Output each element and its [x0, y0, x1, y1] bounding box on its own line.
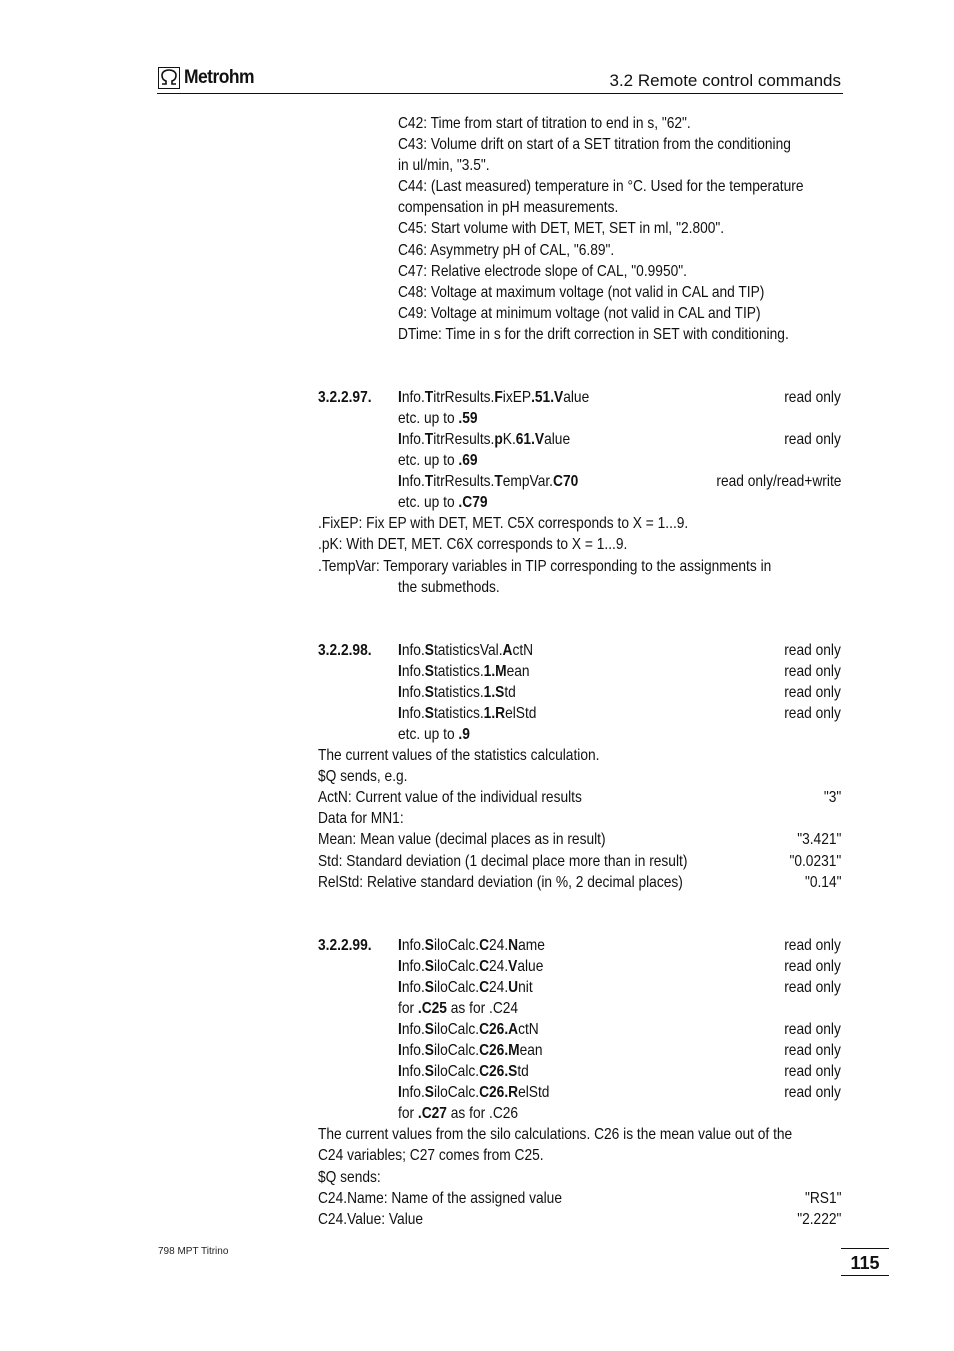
header-rule	[157, 93, 843, 94]
section-number: 3.2.2.98.	[318, 642, 372, 659]
metrohm-logo	[158, 66, 260, 90]
access-mode: read only	[784, 663, 841, 680]
description-line: Data for MN1:	[318, 810, 404, 827]
access-mode: read only/read+write	[715, 473, 841, 490]
value-label: RelStd: Relative standard deviation (in %, 2 decimal places)	[318, 874, 683, 891]
description-line: the submethods.	[398, 579, 500, 596]
command-line: Info.TitrResults.pK.61.Value	[398, 431, 571, 448]
command-line: Info.Statistics.1.RelStd	[398, 705, 537, 722]
access-mode: read only	[784, 1042, 841, 1059]
value-label: Std: Standard deviation (1 decimal place more than in result)	[318, 853, 688, 870]
etc-line: etc. up to .9	[398, 726, 470, 743]
page-number: 115	[850, 1253, 880, 1273]
description-line: .TempVar: Temporary variables in TIP corresponding to the assignments in	[318, 558, 772, 575]
value-example: "0.14"	[804, 874, 841, 891]
page-number-rule	[841, 1248, 889, 1249]
command-line: Info.SiloCalc.C24.Value	[398, 958, 544, 975]
command-line: Info.SiloCalc.C26.RelStd	[398, 1084, 550, 1101]
command-line: Info.TitrResults.FixEP.51.Value	[398, 389, 590, 406]
access-mode: read only	[784, 937, 841, 954]
page-number-underline	[841, 1275, 889, 1276]
intro-line: C42: Time from start of titration to end in s, "62".	[398, 115, 691, 132]
intro-line: C47: Relative electrode slope of CAL, "0.9950".	[398, 263, 687, 280]
value-label: C24.Name: Name of the assigned value	[318, 1190, 562, 1207]
intro-line: C45: Start volume with DET, MET, SET in ml, "2.800".	[398, 220, 725, 237]
command-line: Info.SiloCalc.C24.Name	[398, 937, 545, 954]
access-mode: read only	[784, 1021, 841, 1038]
access-mode: read only	[784, 958, 841, 975]
access-mode: read only	[784, 431, 841, 448]
command-line: Info.Statistics.1.Std	[398, 684, 516, 701]
intro-line: C44: (Last measured) temperature in °C. Used for the temperature	[398, 178, 804, 195]
access-mode: read only	[784, 1084, 841, 1101]
description-line: The current values from the silo calculations. C26 is the mean value out of the	[318, 1126, 793, 1143]
for-line: for .C25 as for .C24	[398, 1000, 519, 1017]
access-mode: read only	[784, 979, 841, 996]
intro-line: compensation in pH measurements.	[398, 199, 619, 216]
intro-line: C48: Voltage at maximum voltage (not valid in CAL and TIP)	[398, 284, 765, 301]
description-line: .pK: With DET, MET. C6X corresponds to X = 1...9.	[318, 536, 628, 553]
description-line: C24 variables; C27 comes from C25.	[318, 1147, 544, 1164]
description-line: The current values of the statistics calculation.	[318, 747, 600, 764]
value-label: C24.Value: Value	[318, 1211, 424, 1228]
value-example: "2.222"	[796, 1211, 841, 1228]
footer-model: 798 MPT Titrino	[158, 1246, 229, 1257]
value-example: "RS1"	[804, 1190, 841, 1207]
access-mode: read only	[784, 1063, 841, 1080]
command-line: Info.SiloCalc.C26.Std	[398, 1063, 529, 1080]
access-mode: read only	[784, 642, 841, 659]
command-line: Info.StatisticsVal.ActN	[398, 642, 534, 659]
command-line: Info.TitrResults.TempVar.C70	[398, 473, 579, 490]
value-label: Mean: Mean value (decimal places as in result)	[318, 831, 606, 848]
command-line: Info.Statistics.1.Mean	[398, 663, 530, 680]
description-line: .FixEP: Fix EP with DET, MET. C5X corresponds to X = 1...9.	[318, 515, 689, 532]
intro-line: C43: Volume drift on start of a SET titration from the conditioning	[398, 136, 791, 153]
value-example: "3.421"	[796, 831, 841, 848]
etc-line: etc. up to .59	[398, 410, 478, 427]
value-example: "3"	[823, 789, 841, 806]
section-number: 3.2.2.97.	[318, 389, 372, 406]
access-mode: read only	[784, 684, 841, 701]
description-line: $Q sends:	[318, 1169, 381, 1186]
logo-wordmark: Metrohm	[184, 67, 254, 88]
intro-line: in ul/min, "3.5".	[398, 157, 490, 174]
intro-line: C49: Voltage at minimum voltage (not valid in CAL and TIP)	[398, 305, 761, 322]
access-mode: read only	[784, 389, 841, 406]
command-line: Info.SiloCalc.C26.Mean	[398, 1042, 543, 1059]
etc-line: etc. up to .69	[398, 452, 478, 469]
command-line: Info.SiloCalc.C24.Unit	[398, 979, 533, 996]
for-line: for .C27 as for .C26	[398, 1105, 519, 1122]
access-mode: read only	[784, 705, 841, 722]
intro-line: DTime: Time in s for the drift correction in SET with conditioning.	[398, 326, 789, 343]
etc-line: etc. up to .C79	[398, 494, 488, 511]
description-line: $Q sends, e.g.	[318, 768, 408, 785]
section-number: 3.2.2.99.	[318, 937, 372, 954]
command-line: Info.SiloCalc.C26.ActN	[398, 1021, 539, 1038]
value-label: ActN: Current value of the individual results	[318, 789, 582, 806]
section-title: 3.2 Remote control commands	[609, 71, 841, 90]
omega-icon	[158, 67, 180, 89]
intro-line: C46: Asymmetry pH of CAL, "6.89".	[398, 242, 615, 259]
value-example: "0.0231"	[789, 853, 841, 870]
